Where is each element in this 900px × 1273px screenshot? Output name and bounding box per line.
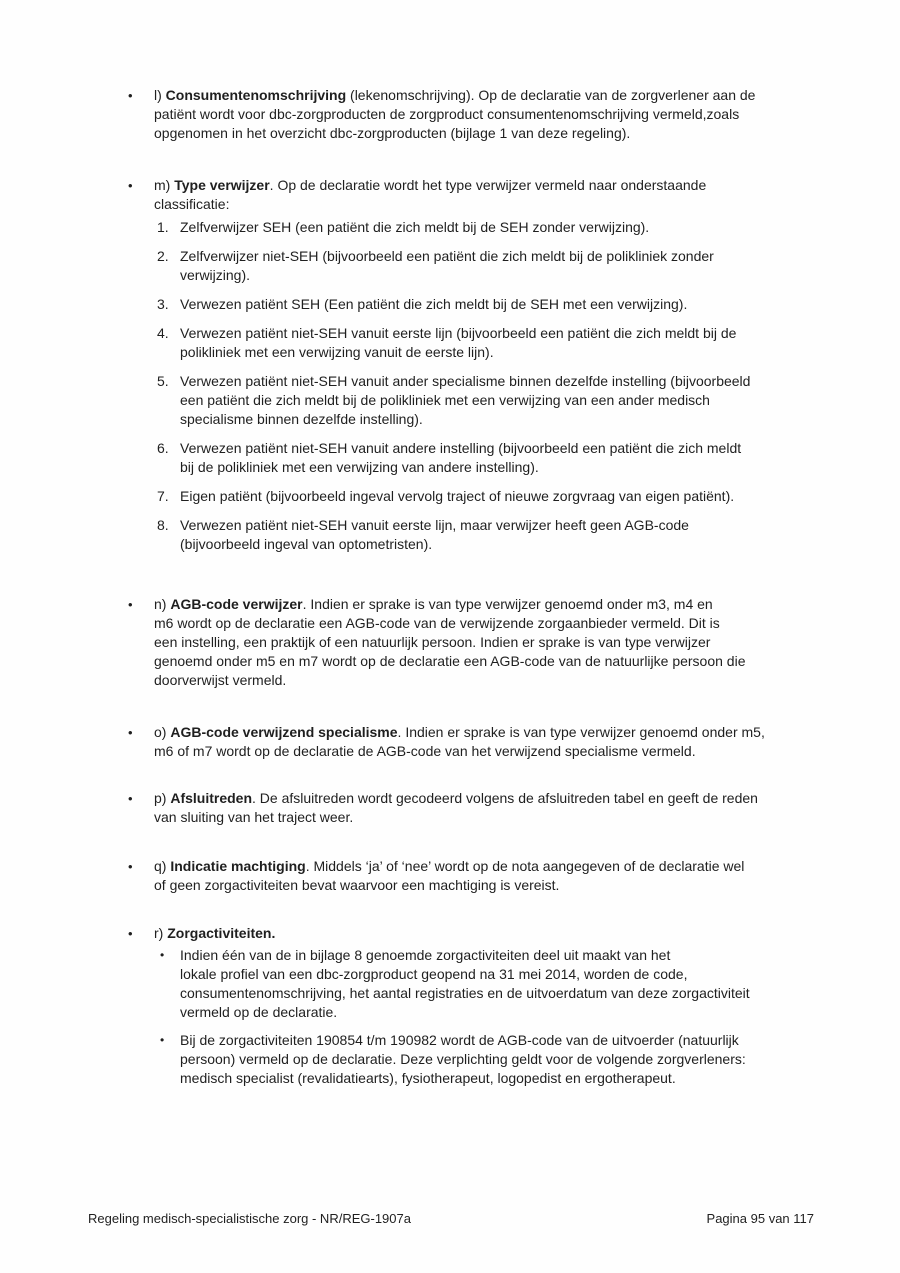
item-p-text — [154, 789, 842, 827]
item-o-text — [154, 723, 842, 761]
item-number-text: Verwezen patiënt niet-SEH vanuit eerste lijn (bijvoorbeeld een patiënt die zich meldt bij de polikliniek met een verwijzing vanuit de eerste lijn). — [180, 325, 737, 360]
item-q-body — [154, 857, 842, 895]
item-l-description: (lekenomschrijving). Op de declaratie van de zorgverlener aan de patiënt wordt voor dbc-zorgproducten de zorgproduct consumentenomschrijving vermeld,zoals opgenomen in het overzicht dbc-zorgproducten (bijlage 1 van deze regeling). — [154, 87, 756, 141]
item-number: 6. — [157, 440, 169, 456]
item-n-prefix: n) — [154, 596, 171, 612]
numbered-item-1 — [154, 218, 842, 237]
item-l-term: Consumentenomschrijving — [165, 87, 347, 103]
list-item-m — [128, 176, 842, 554]
list-item-r — [128, 924, 842, 1088]
bullet-icon: • — [128, 597, 133, 612]
item-m-description: . Op de declaratie wordt het type verwijzer vermeld naar onderstaande classificatie: — [154, 177, 707, 212]
item-m-body — [154, 176, 842, 554]
bullet-icon: • — [128, 725, 133, 740]
bullet-icon: • — [160, 1033, 165, 1047]
footer-page-number: Pagina 95 van 117 — [706, 1211, 814, 1226]
item-q-prefix: q) — [154, 858, 171, 874]
item-number: 8. — [157, 517, 169, 533]
item-o-term: AGB-code verwijzend specialisme — [170, 724, 398, 740]
item-number-text: Zelfverwijzer niet-SEH (bijvoorbeeld een patiënt die zich meldt bij de polikliniek zonder verwijzing). — [180, 248, 714, 283]
item-q-text — [154, 857, 842, 895]
numbered-item-2 — [154, 247, 842, 285]
item-l-prefix: l) — [154, 87, 166, 103]
item-r-text — [154, 924, 842, 943]
list-item-q — [128, 857, 842, 895]
numbered-item-6 — [154, 439, 842, 477]
document-body — [128, 86, 842, 1088]
item-number: 7. — [157, 488, 169, 504]
item-p-description: . De afsluitreden wordt gecodeerd volgens de afsluitreden tabel en geeft de reden van sluiting van het traject weer. — [154, 790, 758, 825]
sub-bullet-text: Bij de zorgactiviteiten 190854 t/m 190982 wordt de AGB-code van de uitvoerder (natuurlijk persoon) vermeld op de declaratie. Deze verplichting geldt voor de volgende zorgverleners: medisch specialist (revalidatiearts), fysiotherapeut, logopedist en ergotherapeut. — [180, 1032, 746, 1086]
bullet-icon: • — [128, 926, 133, 941]
footer-document-title: Regeling medisch-specialistische zorg - NR/REG-1907a — [88, 1211, 411, 1226]
list-item-o — [128, 723, 842, 761]
item-r-term: Zorgactiviteiten. — [167, 925, 276, 941]
sub-bullet-item-1 — [154, 946, 842, 1022]
bullet-icon: • — [128, 88, 133, 103]
item-number: 4. — [157, 325, 169, 341]
item-m-term: Type verwijzer — [174, 177, 270, 193]
numbered-item-4 — [154, 324, 842, 362]
page-footer — [88, 1210, 814, 1227]
item-o-prefix: o) — [154, 724, 171, 740]
numbered-item-8 — [154, 516, 842, 554]
item-q-term: Indicatie machtiging — [170, 858, 306, 874]
item-number-text: Verwezen patiënt SEH (Een patiënt die zich meldt bij de SEH met een verwijzing). — [180, 296, 688, 312]
list-item-l — [128, 86, 842, 143]
bullet-icon: • — [128, 859, 133, 874]
list-item-p — [128, 789, 842, 827]
item-number-text: Verwezen patiënt niet-SEH vanuit ander specialisme binnen dezelfde instelling (bijvoorbeeld een patiënt die zich meldt bij de polikliniek met een verwijzing van een ander medisch specialisme binnen dezelfde instelling). — [180, 373, 751, 427]
item-p-body — [154, 789, 842, 827]
item-number: 3. — [157, 296, 169, 312]
list-item-n — [128, 595, 842, 690]
item-l-text — [154, 86, 842, 143]
item-r-body — [154, 924, 842, 1088]
item-l-body — [154, 86, 842, 143]
sub-bullet-item-2 — [154, 1031, 842, 1088]
item-o-description: . Indien er sprake is van type verwijzer genoemd onder m5, m6 of m7 wordt op de declaratie de AGB-code van het verwijzend specialisme vermeld. — [154, 724, 765, 759]
item-number-text: Verwezen patiënt niet-SEH vanuit andere instelling (bijvoorbeeld een patiënt die zich meldt bij de polikliniek met een verwijzing van andere instelling). — [180, 440, 742, 475]
item-m-text — [154, 176, 842, 214]
item-number-text: Verwezen patiënt niet-SEH vanuit eerste lijn, maar verwijzer heeft geen AGB-code (bijvoorbeeld ingeval van optometristen). — [180, 517, 689, 552]
numbered-item-3 — [154, 295, 842, 314]
numbered-item-7 — [154, 487, 842, 506]
item-n-description: . Indien er sprake is van type verwijzer genoemd onder m3, m4 en m6 wordt op de declaratie een AGB-code van de verwijzende zorgaanbieder vermeld. Dit is een instelling, een praktijk of een natuurlijk persoon. Indien er sprake is van type verwijzer genoemd onder m5 en m7 wordt op de declaratie een AGB-code van de natuurlijke persoon die doorverwijst vermeld. — [154, 596, 746, 688]
item-n-body — [154, 595, 842, 690]
item-n-text — [154, 595, 842, 690]
item-number-text: Eigen patiënt (bijvoorbeeld ingeval vervolg traject of nieuwe zorgvraag van eigen patiënt). — [180, 488, 735, 504]
bullet-icon: • — [160, 948, 165, 962]
item-number-text: Zelfverwijzer SEH (een patiënt die zich meldt bij de SEH zonder verwijzing). — [180, 219, 650, 235]
bullet-icon: • — [128, 791, 133, 806]
referrer-type-list — [154, 218, 842, 554]
item-p-term: Afsluitreden — [170, 790, 253, 806]
item-number: 5. — [157, 373, 169, 389]
item-n-term: AGB-code verwijzer — [170, 596, 303, 612]
item-number: 2. — [157, 248, 169, 264]
bullet-icon: • — [128, 178, 133, 193]
item-number: 1. — [157, 219, 169, 235]
item-p-prefix: p) — [154, 790, 171, 806]
item-r-prefix: r) — [154, 925, 168, 941]
sub-bullet-text: Indien één van de in bijlage 8 genoemde zorgactiviteiten deel uit maakt van het lokale profiel van een dbc-zorgproduct geopend na 31 mei 2014, worden de code, consumentenomschrijving, het aantal registraties en de uitvoerdatum van deze zorgactiviteit vermeld op de declaratie. — [180, 947, 750, 1020]
item-o-body — [154, 723, 842, 761]
item-q-description: . Middels ‘ja’ of ‘nee’ wordt op de nota aangegeven of de declaratie wel of geen zorgactiviteiten bevat waarvoor een machtiging is vereist. — [154, 858, 745, 893]
item-m-prefix: m) — [154, 177, 175, 193]
numbered-item-5 — [154, 372, 842, 429]
